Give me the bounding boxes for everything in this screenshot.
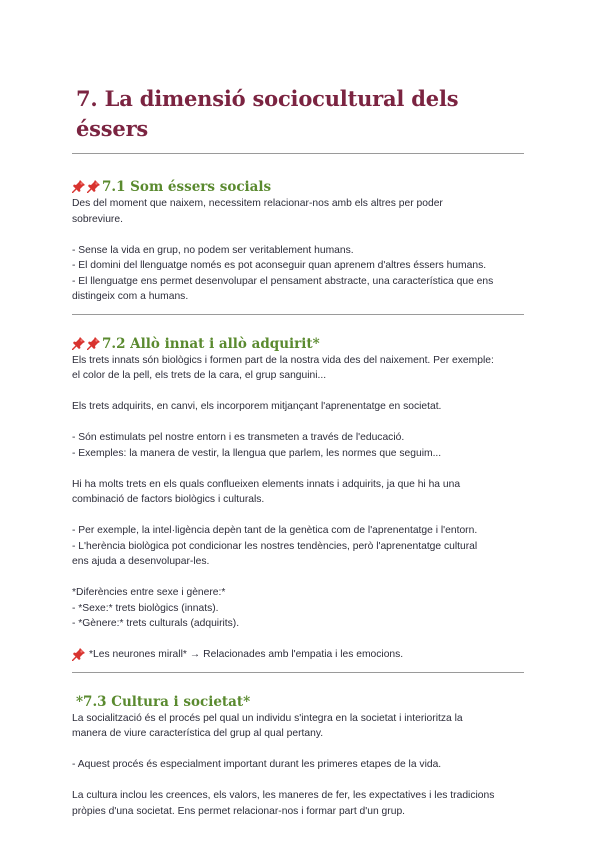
paragraph [72, 788, 524, 819]
list-item: - Aquest procés és especialment important durant les primeres etapes de la vida. [72, 759, 442, 770]
paragraph [72, 399, 524, 415]
text-line: La cultura inclou les creences, els valors, les maneres de fer, les expectatives i les tradicions [72, 790, 495, 801]
list-item: *Diferències entre sexe i gènere:* [72, 587, 226, 598]
section-7-3 [72, 693, 524, 820]
note-line [72, 647, 524, 663]
section-7-2 [72, 335, 524, 663]
paragraph [72, 353, 524, 384]
bullet-list [72, 585, 524, 632]
bullet-list [72, 523, 524, 570]
pushpin-icon [87, 180, 100, 194]
bullet-list [72, 430, 524, 461]
paragraph [72, 711, 524, 742]
right-arrow-icon: → [189, 649, 201, 660]
text-line: el color de la pell, els trets de la cara, el grup sanguini... [72, 370, 327, 381]
section-7-1 [72, 178, 524, 305]
pushpin-icon [72, 337, 85, 351]
pushpin-icon [72, 648, 85, 662]
list-item: ens ajuda a desenvolupar-les. [72, 556, 210, 567]
bullet-list [72, 243, 524, 305]
note-label: *Les neurones mirall* [89, 649, 187, 660]
text-line: manera de viure característica del grup al qual pertany. [72, 728, 324, 739]
text-line: Des del moment que naixem, necessitem relacionar-nos amb els altres per poder [72, 198, 443, 209]
note-text: Relacionades amb l'empatia i les emocions. [203, 649, 404, 660]
list-item: - *Sexe:* trets biològics (innats). [72, 602, 219, 614]
list-item: - Són estimulats pel nostre entorn i es transmeten a través de l'educació. [72, 432, 405, 443]
document-page [72, 84, 524, 819]
bullet-list [72, 757, 524, 773]
list-item: - Exemples: la manera de vestir, la llengua que parlem, les normes que seguim... [72, 447, 442, 459]
page-title: 7. La dimensió sociocultural dels éssers [76, 86, 459, 141]
text-line: Els trets innats són biològics i formen part de la nostra vida des del naixement. Per exemple: [72, 354, 494, 366]
list-item: - L'herència biològica pot condicionar les nostres tendències, però l'aprenentatge cultural [72, 540, 478, 552]
section-heading-text: 7.2 Allò innat i allò adquirit* [102, 335, 320, 352]
list-item: - El llenguatge ens permet desenvolupar el pensament abstracte, una característica que ens [72, 275, 494, 287]
divider [72, 314, 524, 315]
list-item: - Sense la vida en grup, no podem ser veritablement humans. [72, 244, 354, 256]
pushpin-icon [72, 180, 85, 194]
text-line: sobreviure. [72, 213, 123, 225]
section-heading-text: *7.3 Cultura i societat* [76, 693, 251, 710]
section-heading [72, 693, 524, 711]
list-item: - *Gènere:* trets culturals (adquirits). [72, 618, 240, 629]
section-heading [72, 335, 524, 353]
text-line: Hi ha molts trets en els quals conflueixen elements innats i adquirits, ja que hi ha una [72, 478, 461, 490]
list-item: - El domini del llenguatge només es pot aconseguir quan aprenem d'altres éssers humans. [72, 260, 487, 271]
section-heading-text: 7.1 Som éssers socials [102, 179, 272, 195]
paragraph [72, 477, 524, 508]
text-line: pròpies d'una societat. Ens permet relacionar-nos i formar part d'un grup. [72, 805, 406, 817]
pushpin-icon [87, 337, 100, 351]
divider [72, 672, 524, 673]
text-line: Els trets adquirits, en canvi, els incorporem mitjançant l'aprenentatge en societat. [72, 401, 442, 412]
list-item: distingeix com a humans. [72, 291, 189, 302]
divider [72, 153, 524, 154]
paragraph [72, 196, 524, 227]
text-line: La socialització és el procés pel qual un individu s'integra en la societat i interioritza la [72, 712, 463, 724]
text-line: combinació de factors biològics i culturals. [72, 494, 265, 505]
list-item: - Per exemple, la intel·ligència depèn tant de la genètica com de l'aprenentatge i l'entorn. [72, 525, 478, 536]
section-heading [72, 178, 524, 196]
